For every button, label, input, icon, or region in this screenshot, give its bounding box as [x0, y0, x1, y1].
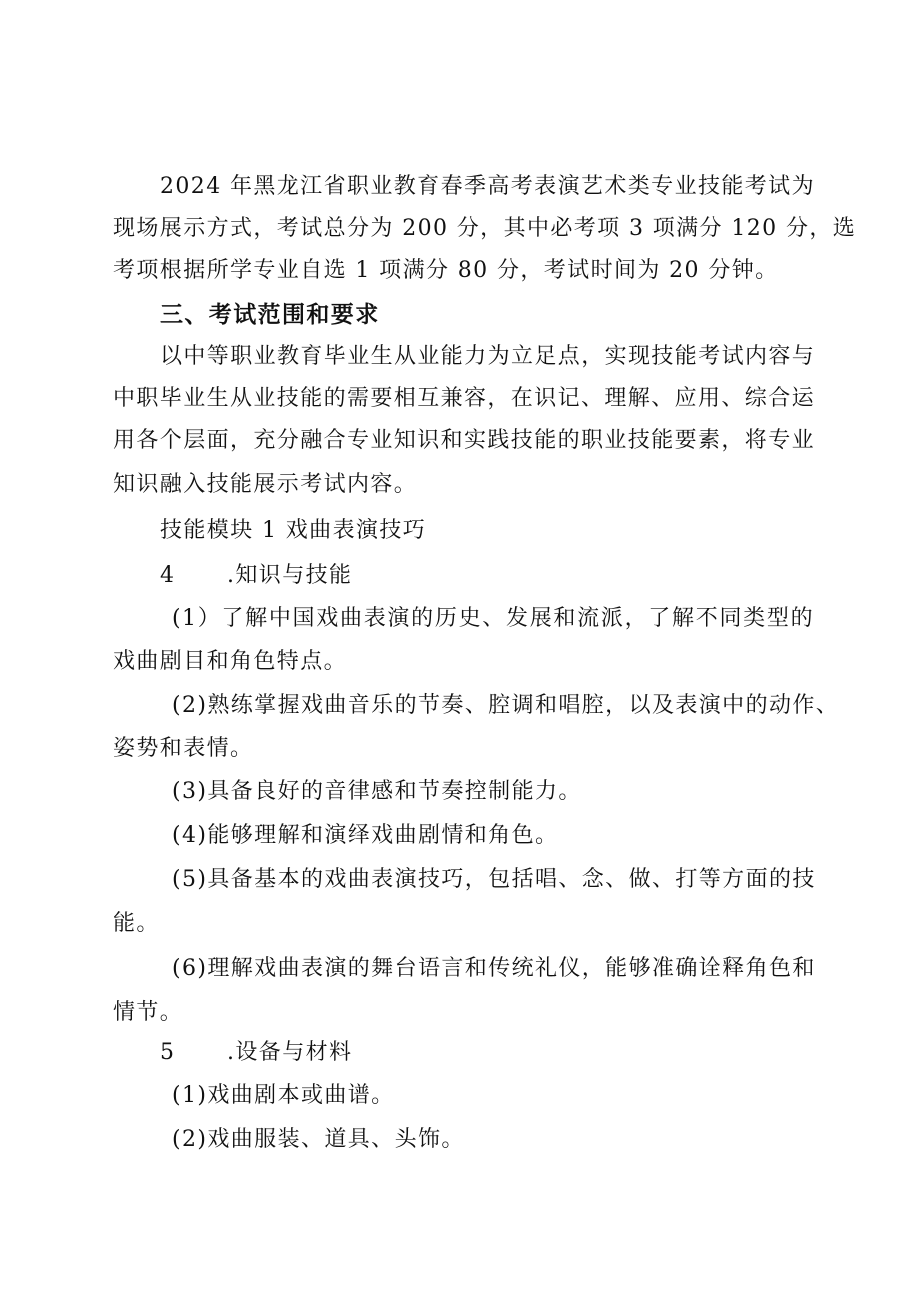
paragraph-line: 2024 年黑龙江省职业教育春季高考表演艺术类专业技能考试为 [160, 174, 815, 199]
paragraph-line: 用各个层面，充分融合专业知识和实践技能的职业技能要素，将专业 [113, 428, 816, 453]
list-item: 姿势和表情。 [113, 736, 254, 761]
list-item: (2)戏曲服装、道具、头饰。 [172, 1127, 465, 1152]
paragraph-line: 现场展示方式，考试总分为 200 分，其中必考项 3 项满分 120 分，选 [113, 216, 857, 241]
list-item: (5)具备基本的戏曲表演技巧，包括唱、念、做、打等方面的技 [172, 867, 816, 892]
list-item: 能。 [113, 911, 160, 936]
section-title: .设备与材料 [227, 1040, 353, 1065]
list-item: (6)理解戏曲表演的舞台语言和传统礼仪，能够准确诠释角色和 [172, 956, 816, 981]
section-title: .知识与技能 [227, 563, 353, 588]
paragraph-line: 考项根据所学专业自选 1 项满分 80 分，考试时间为 20 分钟。 [113, 258, 779, 283]
list-item: 戏曲剧目和角色特点。 [113, 649, 348, 674]
list-item: (2)熟练掌握戏曲音乐的节奏、腔调和唱腔，以及表演中的动作、 [172, 693, 840, 718]
paragraph-line: 知识融入技能展示考试内容。 [113, 472, 418, 497]
module-title: 技能模块 1 戏曲表演技巧 [160, 518, 427, 543]
list-item: (3)具备良好的音律感和节奏控制能力。 [172, 779, 582, 804]
list-item: (1）了解中国戏曲表演的历史、发展和流派，了解不同类型的 [172, 606, 814, 631]
section-heading: 三、考试范围和要求 [160, 302, 380, 328]
paragraph-line: 中职毕业生从业技能的需要相互兼容，在识记、理解、应用、综合运 [113, 386, 816, 411]
list-item: 情节。 [113, 1000, 184, 1025]
section-number: 5 [160, 1040, 176, 1065]
section-number: 4 [160, 563, 176, 588]
list-item: (4)能够理解和演绎戏曲剧情和角色。 [172, 823, 559, 848]
list-item: (1)戏曲剧本或曲谱。 [172, 1083, 395, 1108]
paragraph-line: 以中等职业教育毕业生从业能力为立足点，实现技能考试内容与 [160, 344, 816, 369]
